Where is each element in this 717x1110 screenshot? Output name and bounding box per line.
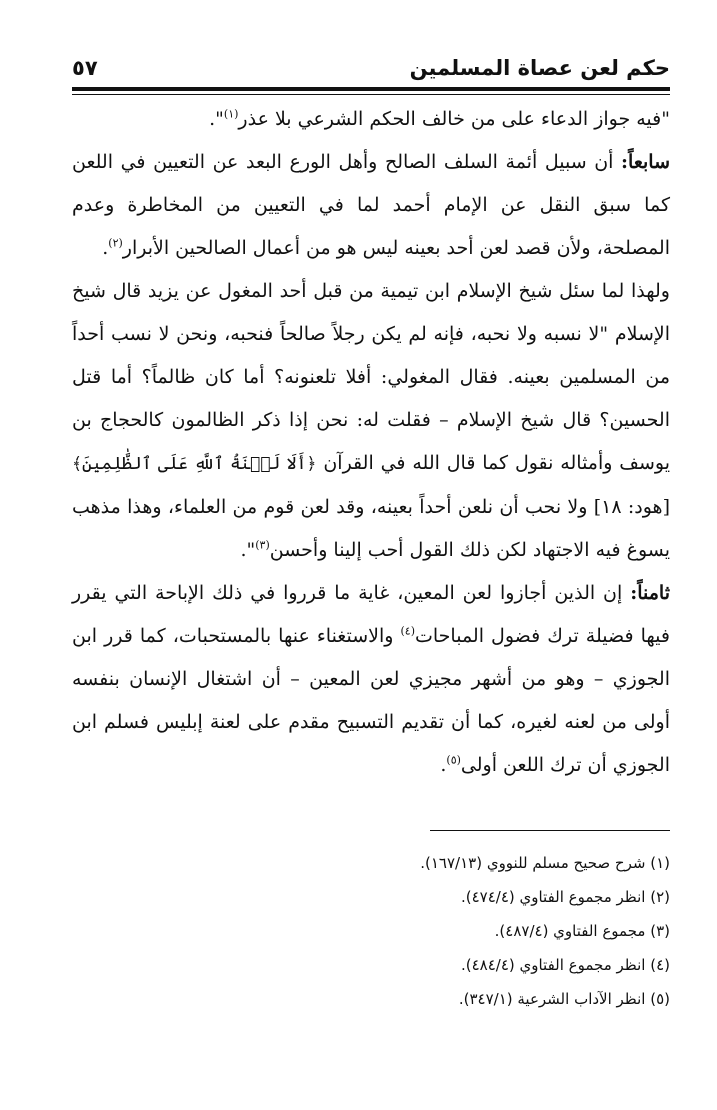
paragraph-1-end: ". bbox=[209, 108, 224, 130]
quran-verse: ﴿أَلَا لَعۡنَةُ ٱللَّهِ عَلَى ٱلظَّٰلِمِينَ﴾ bbox=[72, 454, 317, 474]
paragraph-2 bbox=[72, 141, 670, 270]
footnote-2: (٢) انظر مجموع الفتاوي (٤٧٤/٤). bbox=[460, 888, 670, 906]
footnote-1: (١) شرح صحيح مسلم للنووي (١٦٧/١٣). bbox=[420, 854, 670, 872]
footnote-ref-2[interactable]: (٢) bbox=[108, 236, 123, 250]
footnote-ref-4[interactable]: (٤) bbox=[400, 624, 415, 638]
paragraph-4-text-a: إن الذين أجازوا لعن المعين، غاية ما قرروا في ذلك الإباحة التي يقرر فيها فضيلة ترك فضول المباحات bbox=[72, 582, 670, 647]
paragraph-3-end: ". bbox=[240, 539, 256, 561]
paragraph-2-lead: سابعاً: bbox=[621, 151, 670, 173]
paragraph-4-text-b: والاستغناء عنها بالمستحبات، كما قرر ابن الجوزي – وهو من أشهر مجيزي لعن المعين – أن اشتغال الإنسان بنفسه أولى من لعنه لغيره، كما أن تقديم التسبيح مقدم على لعنة إبليس فسلم ابن الجوزي أن ترك اللعن أولى bbox=[72, 625, 670, 776]
footnote-ref-3[interactable]: (٣) bbox=[255, 538, 270, 552]
paragraph-1 bbox=[72, 98, 670, 141]
paragraph-3 bbox=[72, 270, 670, 572]
paragraph-4-end: . bbox=[440, 754, 447, 776]
paragraph-2-end: . bbox=[102, 237, 109, 259]
footnote-3: (٣) مجموع الفتاوي (٤٨٧/٤). bbox=[494, 922, 670, 940]
footnote-separator bbox=[430, 830, 670, 831]
footnote-ref-1[interactable]: (١) bbox=[223, 107, 239, 121]
footnote-ref-5[interactable]: (٥) bbox=[446, 753, 461, 767]
paragraph-2-text: أن سبيل أئمة السلف الصالح وأهل الورع البعد عن التعيين في اللعن كما سبق النقل عن الإمام أحمد لما في التعيين من المخاطرة وعدم المصلحة، ولأن قصد لعن أحد بعينه ليس هو من أعمال الصالحين الأبرار bbox=[72, 151, 670, 259]
paragraph-4 bbox=[72, 572, 670, 787]
header-rule-thick bbox=[72, 87, 670, 91]
paragraph-3-text-b: ولا نحب أن نلعن أحداً بعينه، وقد لعن قوم من العلماء، وهذا مذهب يسوغ فيه الاجتهاد لكن ذلك القول أحب إلينا وأحسن bbox=[72, 496, 670, 561]
page-number: ٥٧ bbox=[72, 56, 98, 80]
paragraph-1-text: "فيه جواز الدعاء على من خالف الحكم الشرعي بلا عذر bbox=[238, 108, 670, 130]
quran-reference: [هود: ١٨] bbox=[587, 496, 670, 518]
running-title: حكم لعن عصاة المسلمين bbox=[409, 56, 670, 80]
footnote-4: (٤) انظر مجموع الفتاوي (٤٨٤/٤). bbox=[460, 956, 670, 974]
footnotes bbox=[72, 846, 670, 1016]
footnote-5: (٥) انظر الآداب الشرعية (٣٤٧/١). bbox=[458, 990, 670, 1008]
header-rule-thin bbox=[72, 94, 670, 95]
paragraph-3-text-a: ولهذا لما سئل شيخ الإسلام ابن تيمية من قبل أحد المغول عن يزيد قال شيخ الإسلام "لا نسبه ولا نحبه، فإنه لم يكن رجلاً صالحاً فنحبه، ونحن لا نسب أحداً من المسلمين بعينه. فقال المغولي: أفلا تلعنونه؟ أما كان ظالماً؟ أما قتل الحسين؟ قال شيخ الإسلام – فقلت له: نحن إذا ذكر الظالمون كالحجاج بن يوسف وأمثاله نقول كما قال الله في القرآن bbox=[72, 280, 670, 474]
body-text bbox=[72, 98, 670, 787]
paragraph-4-lead: ثامناً: bbox=[630, 582, 670, 604]
running-header bbox=[72, 48, 670, 88]
